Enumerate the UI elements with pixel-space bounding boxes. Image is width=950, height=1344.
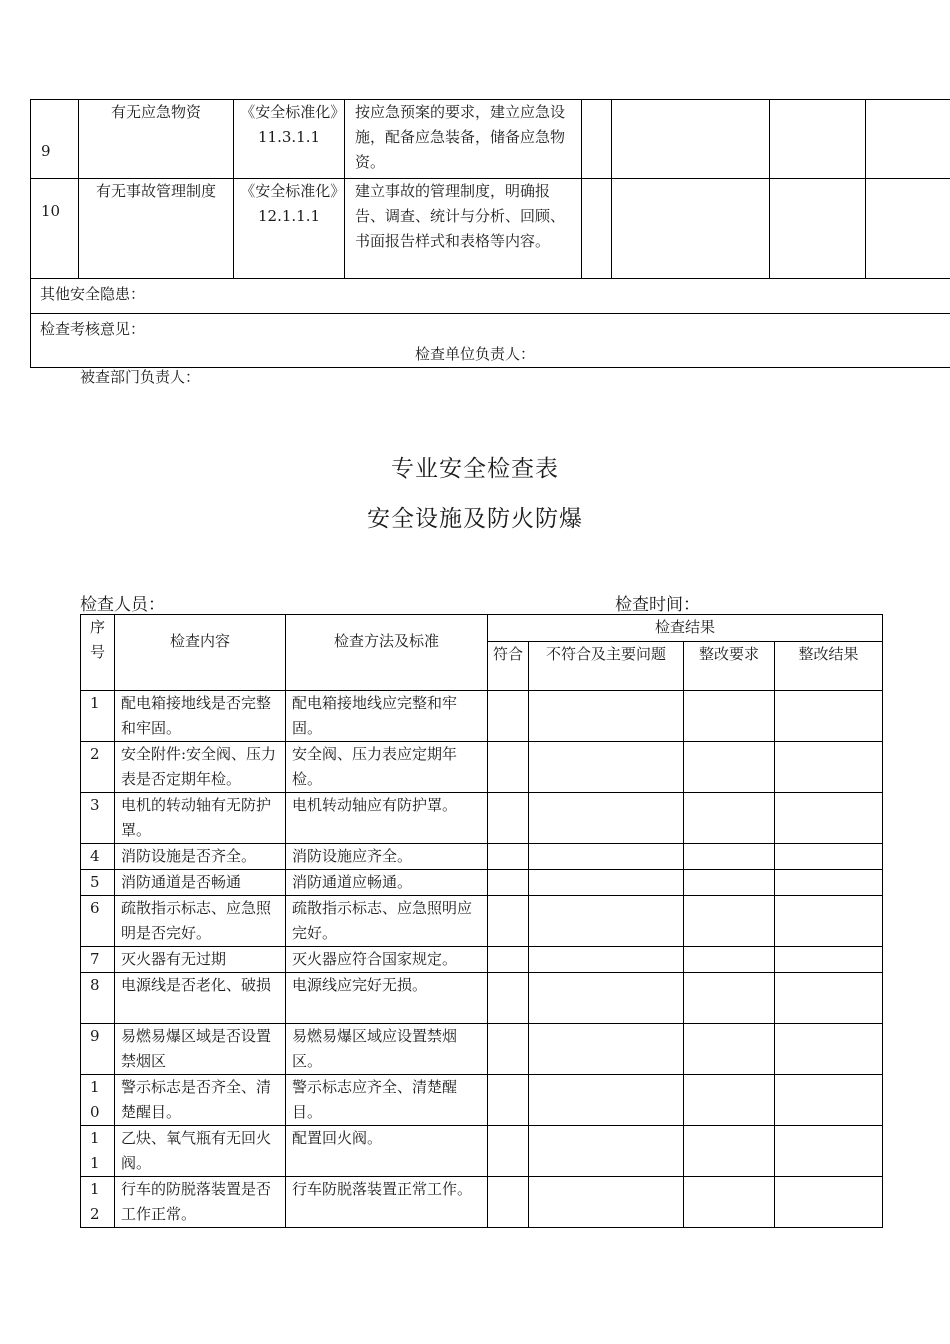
row-content: 消防设施是否齐全。 <box>115 844 286 870</box>
conform-cell <box>488 1075 529 1126</box>
rectify-result-cell <box>775 947 883 973</box>
rectify-result-cell <box>775 973 883 1024</box>
table-row <box>81 896 883 947</box>
row-standard: 建立事故的管理制度，明确报告、调查、统计与分析、回顾、书面报告样式和表格等内容。 <box>345 179 582 279</box>
row-method: 灭火器应符合国家规定。 <box>286 947 488 973</box>
rectify-requirement-cell <box>684 947 775 973</box>
checklist-table <box>80 614 883 1228</box>
nonconform-cell <box>529 1177 684 1228</box>
empty-cell <box>770 100 866 179</box>
header-result: 检查结果 <box>488 615 883 642</box>
nonconform-cell <box>529 973 684 1024</box>
empty-cell <box>770 179 866 279</box>
rectify-requirement-cell <box>684 691 775 742</box>
empty-cell <box>612 179 770 279</box>
rectify-requirement-cell <box>684 1126 775 1177</box>
row-content: 电源线是否老化、破损 <box>115 973 286 1024</box>
nonconform-cell <box>529 844 684 870</box>
conform-cell <box>488 1126 529 1177</box>
header-content: 检查内容 <box>115 615 286 691</box>
conform-cell <box>488 691 529 742</box>
nonconform-cell <box>529 896 684 947</box>
conform-cell <box>488 870 529 896</box>
header-nonconform: 不符合及主要问题 <box>529 642 684 691</box>
row-method: 疏散指示标志、应急照明应完好。 <box>286 896 488 947</box>
rectify-result-cell <box>775 742 883 793</box>
conform-cell <box>488 742 529 793</box>
header-conform: 符合 <box>488 642 529 691</box>
inspected-dept-head-label: 被查部门负责人： <box>80 368 201 386</box>
header-rectify-result: 整改结果 <box>775 642 883 691</box>
row-seq: 2 <box>81 742 115 793</box>
rectify-requirement-cell <box>684 742 775 793</box>
header-row <box>81 615 883 642</box>
empty-cell <box>582 100 612 179</box>
table-row <box>81 870 883 896</box>
row-content: 灭火器有无过期 <box>115 947 286 973</box>
row-seq: 11 <box>81 1126 115 1177</box>
rectify-result-cell <box>775 1177 883 1228</box>
rectify-result-cell <box>775 793 883 844</box>
page-subtitle: 安全设施及防火防爆 <box>367 506 583 532</box>
row-seq: 7 <box>81 947 115 973</box>
row-method: 消防设施应齐全。 <box>286 844 488 870</box>
page-title: 专业安全检查表 <box>391 456 559 482</box>
rectify-requirement-cell <box>684 896 775 947</box>
rectify-result-cell <box>775 870 883 896</box>
header-rectify-requirement: 整改要求 <box>684 642 775 691</box>
rectify-result-cell <box>775 1075 883 1126</box>
rectify-requirement-cell <box>684 844 775 870</box>
header-seq: 序号 <box>81 615 115 691</box>
row-method: 安全阀、压力表应定期年检。 <box>286 742 488 793</box>
conform-cell <box>488 973 529 1024</box>
other-hazards-label: 其他安全隐患： <box>31 279 950 314</box>
rectify-result-cell <box>775 1126 883 1177</box>
row-content: 疏散指示标志、应急照明是否完好。 <box>115 896 286 947</box>
rectify-requirement-cell <box>684 793 775 844</box>
row-method: 电源线应完好无损。 <box>286 973 488 1024</box>
conform-cell <box>488 844 529 870</box>
check-time-label: 检查时间： <box>615 595 700 615</box>
row-item: 有无应急物资 <box>79 100 234 179</box>
row-seq: 9 <box>31 100 79 179</box>
empty-cell <box>582 179 612 279</box>
nonconform-cell <box>529 947 684 973</box>
row-seq: 1 <box>81 691 115 742</box>
rectify-requirement-cell <box>684 870 775 896</box>
row-seq: 6 <box>81 896 115 947</box>
nonconform-cell <box>529 742 684 793</box>
nonconform-cell <box>529 1024 684 1075</box>
header-method: 检查方法及标准 <box>286 615 488 691</box>
table-row <box>81 1126 883 1177</box>
conform-cell <box>488 1177 529 1228</box>
row-standard: 按应急预案的要求，建立应急设施，配备应急装备，储备应急物资。 <box>345 100 582 179</box>
rectify-result-cell <box>775 691 883 742</box>
conform-cell <box>488 793 529 844</box>
row-method: 配置回火阀。 <box>286 1126 488 1177</box>
empty-cell <box>612 100 770 179</box>
previous-checklist-table <box>30 99 950 368</box>
row-method: 配电箱接地线应完整和牢固。 <box>286 691 488 742</box>
review-opinion-row <box>31 314 950 368</box>
row-content: 乙炔、氧气瓶有无回火阀。 <box>115 1126 286 1177</box>
row-seq: 10 <box>81 1075 115 1126</box>
table-row <box>81 742 883 793</box>
nonconform-cell <box>529 793 684 844</box>
table-row <box>81 947 883 973</box>
row-method: 电机转动轴应有防护罩。 <box>286 793 488 844</box>
table-row <box>81 793 883 844</box>
rectify-result-cell <box>775 896 883 947</box>
nonconform-cell <box>529 691 684 742</box>
row-method: 消防通道应畅通。 <box>286 870 488 896</box>
table-row <box>81 1177 883 1228</box>
other-hazards-row <box>31 279 950 314</box>
table-row <box>81 844 883 870</box>
rectify-result-cell <box>775 1024 883 1075</box>
row-content: 电机的转动轴有无防护罩。 <box>115 793 286 844</box>
empty-cell <box>866 179 950 279</box>
row-content: 消防通道是否畅通 <box>115 870 286 896</box>
table-row <box>81 973 883 1024</box>
row-content: 配电箱接地线是否完整和牢固。 <box>115 691 286 742</box>
rectify-requirement-cell <box>684 1024 775 1075</box>
row-basis: 《安全标准化》12.1.1.1 <box>234 179 345 279</box>
nonconform-cell <box>529 1126 684 1177</box>
review-opinion-label: 检查考核意见： <box>40 320 146 338</box>
row-seq: 4 <box>81 844 115 870</box>
row-method: 警示标志应齐全、清楚醒目。 <box>286 1075 488 1126</box>
conform-cell <box>488 1024 529 1075</box>
inspector-label: 检查人员： <box>80 595 165 615</box>
row-seq: 5 <box>81 870 115 896</box>
row-content: 警示标志是否齐全、清楚醒目。 <box>115 1075 286 1126</box>
row-basis: 《安全标准化》11.3.1.1 <box>234 100 345 179</box>
table-row <box>31 179 950 279</box>
table-row <box>81 1075 883 1126</box>
row-content: 安全附件:安全阀、压力表是否定期年检。 <box>115 742 286 793</box>
row-seq: 9 <box>81 1024 115 1075</box>
table-row <box>81 691 883 742</box>
conform-cell <box>488 896 529 947</box>
table-row <box>81 1024 883 1075</box>
table-row <box>31 100 950 179</box>
conform-cell <box>488 947 529 973</box>
row-content: 易燃易爆区域是否设置禁烟区 <box>115 1024 286 1075</box>
empty-cell <box>866 100 950 179</box>
row-seq: 10 <box>31 179 79 279</box>
rectify-requirement-cell <box>684 1177 775 1228</box>
inspecting-unit-head-label: 检查单位负责人： <box>415 345 536 363</box>
row-seq: 8 <box>81 973 115 1024</box>
nonconform-cell <box>529 870 684 896</box>
row-content: 行车的防脱落装置是否工作正常。 <box>115 1177 286 1228</box>
row-item: 有无事故管理制度 <box>79 179 234 279</box>
rectify-requirement-cell <box>684 973 775 1024</box>
row-method: 易燃易爆区域应设置禁烟区。 <box>286 1024 488 1075</box>
nonconform-cell <box>529 1075 684 1126</box>
row-method: 行车防脱落装置正常工作。 <box>286 1177 488 1228</box>
rectify-requirement-cell <box>684 1075 775 1126</box>
row-seq: 12 <box>81 1177 115 1228</box>
row-seq: 3 <box>81 793 115 844</box>
rectify-result-cell <box>775 844 883 870</box>
